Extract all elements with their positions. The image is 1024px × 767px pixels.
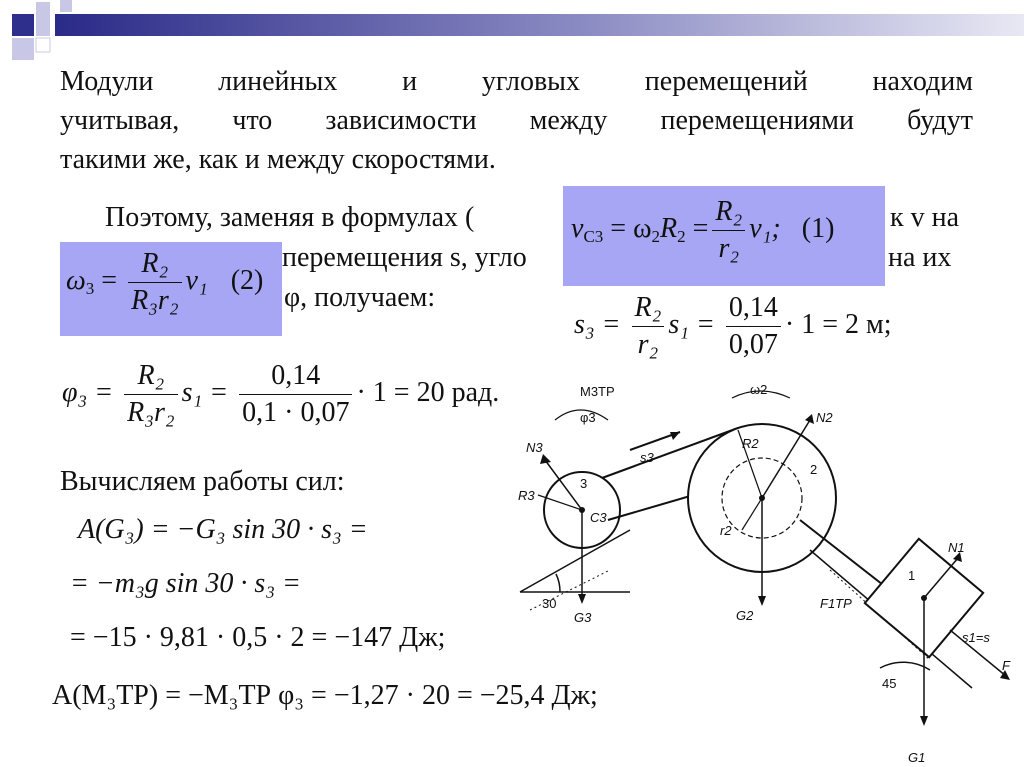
label-m3tr: M3ТР xyxy=(580,384,615,399)
work-heading: Вычисляем работы сил: xyxy=(60,466,345,497)
formula-2-box xyxy=(60,242,282,336)
formula-s3: s₃ = $\frac{\text{R₂}}{\text{r₂}}$ s₁ = $\frac{0,14}{0,07}$ · 1 = 2 м; xyxy=(574,292,892,360)
formula-2: $\omega_3$ = $\frac{\text{R₂}}{\text{R₃r₂}}$ v₁ (2) xyxy=(66,248,264,316)
mechanism-diagram xyxy=(510,370,1024,767)
intro-line-2: учитывая, что зависимости между перемещениями будут xyxy=(60,105,973,136)
work-line-2: = −m₃g sin 30 · s₃ = xyxy=(70,568,301,599)
work-line-4: A(M₃ТР) = −M₃ТР φ₃ = −1,27 · 20 = −25,4 Дж; xyxy=(52,680,598,711)
label-n1: N1 xyxy=(948,540,965,555)
label-g3: G3 xyxy=(574,610,592,625)
label-angle-45: 45 xyxy=(882,676,897,691)
label-r3: R3 xyxy=(518,488,535,503)
intro-line-3: такими же, как и между скоростями. xyxy=(60,144,496,175)
label-angle-30: 30 xyxy=(542,596,557,611)
intro-line-1: Модули линейных и угловых перемещений находим xyxy=(60,66,973,97)
paragraph-2-line-3-tail: φ, получаем: xyxy=(284,282,436,313)
label-g2: G2 xyxy=(736,608,754,623)
label-n3: N3 xyxy=(526,440,543,455)
label-s1-eq-s: s1=s xyxy=(962,630,990,645)
label-f: F xyxy=(1002,658,1010,673)
label-body-3: 3 xyxy=(580,476,588,491)
label-c3: C3 xyxy=(590,510,607,525)
formula-1: $v_{C3} = \omega_2R_2$ = $\frac{\text{R₂}}{\text{r₂}}$ v₁; (1) xyxy=(571,196,835,264)
label-body-2: 2 xyxy=(810,462,818,477)
formula-phi3: φ₃ = $\frac{\text{R₂}}{\text{R₃r₂}}$ s₁ = $\frac{0,14}{0,1 \cdot 0,07}$ · 1 = 20 рад. xyxy=(62,360,500,428)
label-r2-big: R2 xyxy=(742,436,759,451)
intro-paragraph xyxy=(60,62,973,179)
label-g1: G1 xyxy=(908,750,926,765)
label-n2: N2 xyxy=(816,410,833,425)
label-r2-small: r2 xyxy=(720,523,732,538)
paragraph-2-line-2-tail: перемещения s, угло xyxy=(282,242,527,273)
disk-2 xyxy=(688,391,836,606)
paragraph-2-line-2-end: на их xyxy=(888,242,952,273)
label-f1tr: F1ТР xyxy=(820,596,852,611)
header-decoration xyxy=(0,0,1024,70)
label-phi3: φ3 xyxy=(580,410,596,425)
label-omega2: ω2 xyxy=(750,382,768,397)
work-line-3: = −15 · 9,81 · 0,5 · 2 = −147 Дж; xyxy=(70,622,446,653)
label-s3: s3 xyxy=(640,450,654,465)
label-body-1: 1 xyxy=(908,568,916,583)
formula-1-box xyxy=(563,186,885,286)
paragraph-2-line-1: Поэтому, заменяя в формулах ( xyxy=(105,202,475,233)
paragraph-2-line-1-tail: к v на xyxy=(890,202,960,233)
work-line-1: A(G₃) = −G₃ sin 30 · s₃ = xyxy=(78,514,368,545)
